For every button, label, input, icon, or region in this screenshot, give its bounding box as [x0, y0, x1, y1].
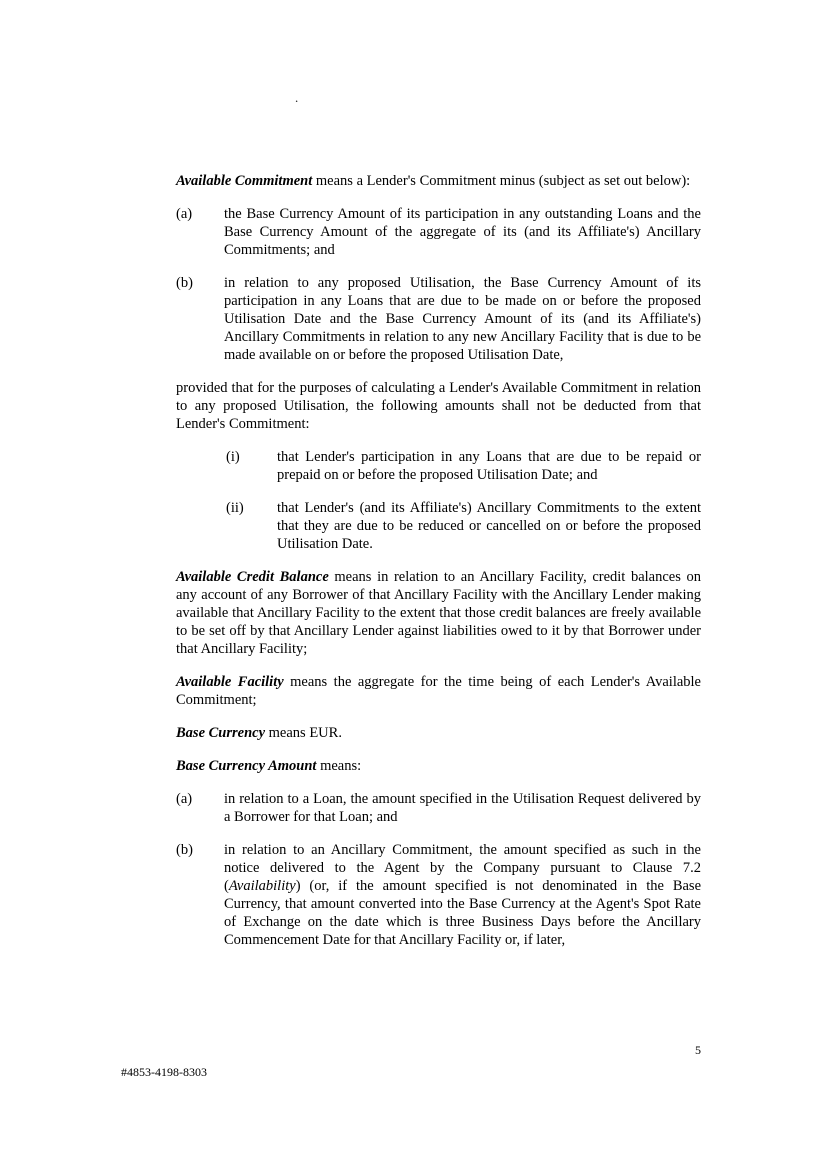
stray-mark: .	[295, 90, 299, 105]
definition-base-currency	[176, 724, 701, 742]
defined-term: Base Currency	[176, 725, 266, 741]
proviso-paragraph	[176, 379, 701, 433]
sublist-item-ii	[226, 499, 701, 553]
list-item-text: in relation to any proposed Utilisation, the Base Currency Amount of its participation in any Loans that are due to be made on or before the proposed Utilisation Date and the Base Currency Amount of its (and its Affiliate's) Ancillary Commitments in relation to any new Ancillary Facility that is due to be made available on or before the proposed Utilisation Date,	[224, 275, 701, 363]
definition-text: means EUR.	[265, 725, 342, 741]
italic-term: Availability	[228, 878, 296, 894]
definition-text: means:	[316, 758, 362, 774]
definition-text: means in relation to an Ancillary Facility, credit balances on any account of any Borrower of that Ancillary Facility with the Ancillary Lender making available that Ancillary Facility to the extent that those credit balances are freely available to be set off by that Ancillary Lender against liabilities owed to it by that Borrower under that Ancillary Facility;	[176, 569, 702, 657]
proviso-text: provided that for the purposes of calculating a Lender's Available Commitment in relation to any proposed Utilisation, the following amounts shall not be deducted from that Lender's Commitment:	[176, 380, 701, 432]
sublist-item-text: that Lender's participation in any Loans that are due to be repaid or prepaid on or before the proposed Utilisation Date; and	[277, 449, 701, 483]
defined-term: Available Commitment	[176, 173, 313, 189]
sublist-item-text: that Lender's (and its Affiliate's) Ancillary Commitments to the extent that they are due to be reduced or cancelled on or before the proposed Utilisation Date.	[277, 500, 701, 552]
definition-available-facility	[176, 673, 701, 709]
definition-text: means a Lender's Commitment minus (subject as set out below):	[312, 173, 691, 189]
list-item-a	[176, 790, 701, 826]
list-item-text: in relation to a Loan, the amount specified in the Utilisation Request delivered by a Borrower for that Loan; and	[224, 791, 701, 825]
defined-term: Base Currency Amount	[176, 758, 317, 774]
page-number: 5	[695, 1043, 701, 1057]
sublist-item-i	[226, 448, 701, 484]
list-item-label: (a)	[176, 791, 193, 807]
list-item-a	[176, 205, 701, 259]
list-item-text: the Base Currency Amount of its participation in any outstanding Loans and the Base Currency Amount of the aggregate of its (and its Affiliate's) Ancillary Commitments; and	[224, 206, 701, 258]
list-item-b	[176, 274, 701, 364]
list-item-label: (b)	[176, 275, 193, 291]
list-item-label: (b)	[176, 842, 193, 858]
document-content	[176, 172, 701, 964]
definition-base-currency-amount	[176, 757, 701, 775]
document-id-footer: #4853-4198-8303	[121, 1065, 207, 1079]
sublist-item-label: (ii)	[226, 500, 244, 516]
list-item-text-segment: ) (or, if the amount specified is not denominated in the Base Currency, that amount converted into the Base Currency at the Agent's Spot Rate of Exchange on the date which is three Business Days before the Ancillary Commencement Date for that Ancillary Facility or, if later,	[224, 878, 701, 948]
list-item-label: (a)	[176, 206, 193, 222]
list-item-b	[176, 841, 701, 949]
definition-available-credit-balance	[176, 568, 701, 658]
defined-term: Available Credit Balance	[176, 569, 329, 585]
defined-term: Available Facility	[176, 674, 284, 690]
sublist-item-label: (i)	[226, 449, 240, 465]
list-item-text	[224, 841, 701, 949]
list-item-text-segment: in relation to an Ancillary Commitment, the amount specified as such in the notice delivered to the Agent by the Company pursuant to Clause 7.2 (	[224, 842, 701, 894]
definition-available-commitment	[176, 172, 701, 190]
definition-text: means the aggregate for the time being of each Lender's Available Commitment;	[176, 674, 701, 708]
